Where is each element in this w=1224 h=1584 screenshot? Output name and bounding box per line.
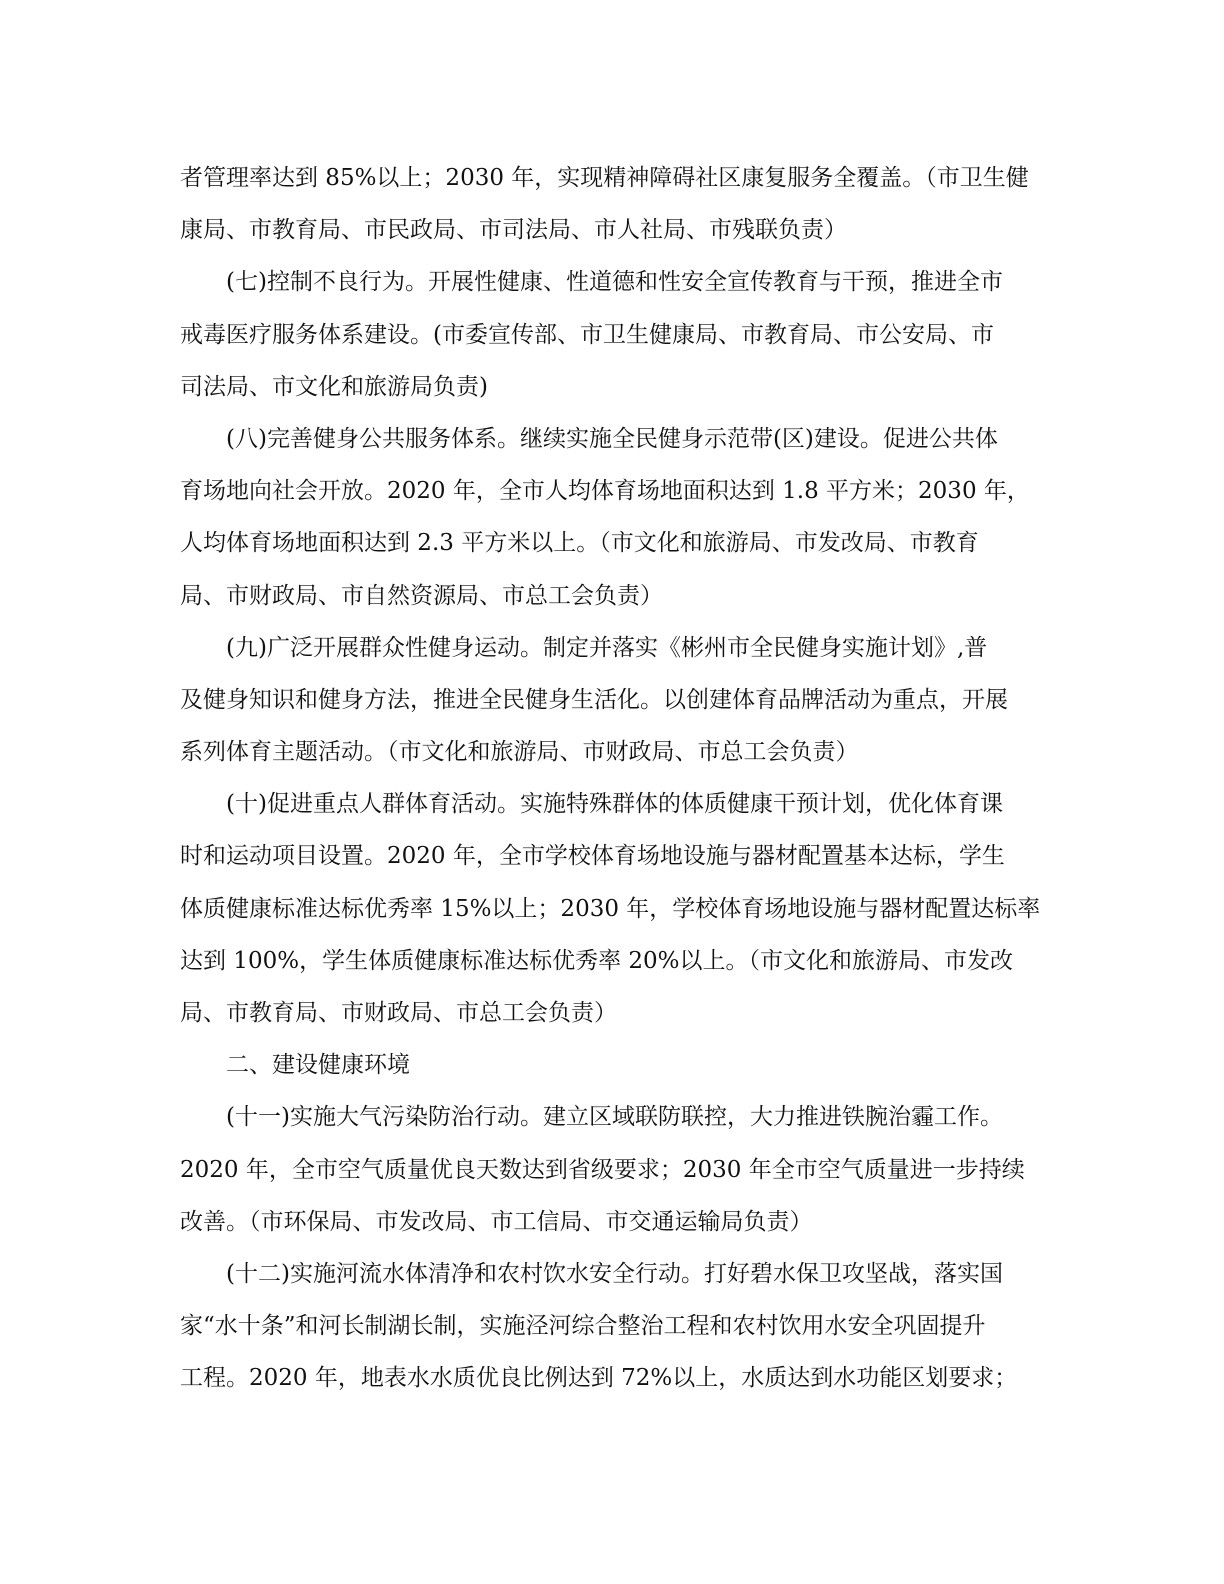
text-line: 戒毒医疗服务体系建设。(市委宣传部、市卫生健康局、市教育局、市公安局、市 bbox=[180, 321, 994, 348]
text-line: 达到 100%，学生体质健康标准达标优秀率 20%以上。（市文化和旅游局、市发改 bbox=[180, 947, 1013, 974]
text-line: 工程。2020 年，地表水水质优良比例达到 72%以上，水质达到水功能区划要求； bbox=[180, 1365, 1018, 1392]
text-line: (十一)实施大气污染防治行动。建立区域联防联控，大力推进铁腕治霾工作。 bbox=[226, 1104, 1003, 1131]
text-line: 时和运动项目设置。2020 年，全市学校体育场地设施与器材配置基本达标，学生 bbox=[180, 843, 1005, 870]
text-line: 者管理率达到 85%以上；2030 年，实现精神障碍社区康复服务全覆盖。（市卫生健 bbox=[180, 165, 1029, 191]
text-line: 家“水十条”和河长制湖长制，实施泾河综合整治工程和农村饮用水安全巩固提升 bbox=[180, 1313, 986, 1340]
text-line: 二、建设健康环境 bbox=[226, 1052, 410, 1079]
text-line: 康局、市教育局、市民政局、市司法局、市人社局、市残联负责） bbox=[180, 217, 847, 244]
text-line: 局、市教育局、市财政局、市总工会负责） bbox=[180, 1000, 617, 1026]
document-body bbox=[180, 152, 1040, 1405]
text-line: (七)控制不良行为。开展性健康、性道德和性安全宣传教育与干预，推进全市 bbox=[226, 269, 1003, 296]
text-line: 2020 年，全市空气质量优良天数达到省级要求；2030 年全市空气质量进一步持续 bbox=[180, 1156, 1025, 1183]
text-line: 人均体育场地面积达到 2.3 平方米以上。（市文化和旅游局、市发改局、市教育 bbox=[180, 530, 979, 557]
text-line: 育场地向社会开放。2020 年，全市人均体育场地面积达到 1.8 平方米；2030 年， bbox=[180, 478, 1030, 505]
text-line: (十)促进重点人群体育活动。实施特殊群体的体质健康干预计划，优化体育课 bbox=[226, 791, 1003, 818]
text-line: (八)完善健身公共服务体系。继续实施全民健身示范带(区)建设。促进公共体 bbox=[226, 425, 998, 452]
text-line: 司法局、市文化和旅游局负责) bbox=[180, 373, 488, 400]
text-line: 改善。（市环保局、市发改局、市工信局、市交通运输局负责） bbox=[180, 1208, 813, 1235]
text-line: 体质健康标准达标优秀率 15%以上；2030 年，学校体育场地设施与器材配置达标率 bbox=[180, 895, 1041, 922]
text-line: 局、市财政局、市自然资源局、市总工会负责） bbox=[180, 582, 663, 609]
text-line: 系列体育主题活动。（市文化和旅游局、市财政局、市总工会负责） bbox=[180, 739, 859, 766]
text-line: (十二)实施河流水体清净和农村饮水安全行动。打好碧水保卫攻坚战，落实国 bbox=[226, 1260, 1003, 1287]
text-line: (九)广泛开展群众性健身运动。制定并落实《彬州市全民健身实施计划》,普 bbox=[226, 634, 988, 661]
text-line: 及健身知识和健身方法，推进全民健身生活化。以创建体育品牌活动为重点，开展 bbox=[180, 686, 1008, 713]
